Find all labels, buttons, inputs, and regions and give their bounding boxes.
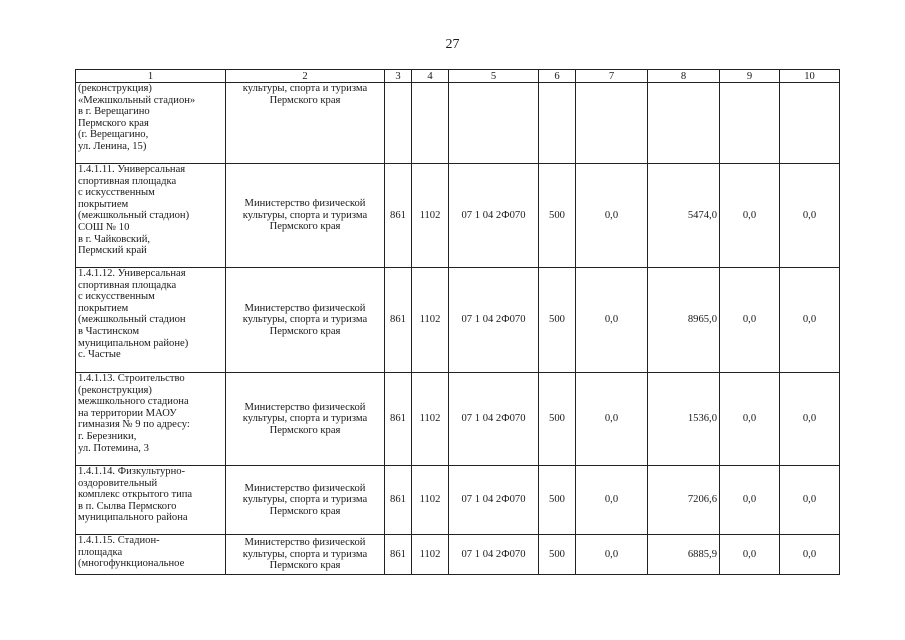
ministry-cell: Министерство физической культуры, спорта и туризма Пермского края bbox=[226, 268, 385, 373]
value-cell: 0,0 bbox=[720, 535, 780, 575]
column-header: 3 bbox=[385, 70, 412, 83]
object-name-cell: 1.4.1.12. Универсальная спортивная площадка с искусственным покрытием (межшкольный стадион в Частинском муниципальном районе) с. Частые bbox=[76, 268, 226, 373]
budget-table bbox=[75, 69, 840, 575]
table-row bbox=[76, 535, 840, 575]
value-cell: 861 bbox=[385, 268, 412, 373]
value-cell: 8965,0 bbox=[648, 268, 720, 373]
column-header: 5 bbox=[449, 70, 539, 83]
object-name-cell: (реконструкция) «Межшкольный стадион» в г. Верещагино Пермского края (г. Верещагино, ул. Ленина, 15) bbox=[76, 83, 226, 164]
value-cell: 861 bbox=[385, 164, 412, 268]
value-cell: 1102 bbox=[412, 535, 449, 575]
value-cell: 07 1 04 2Ф070 bbox=[449, 164, 539, 268]
column-header: 6 bbox=[539, 70, 576, 83]
table-row bbox=[76, 268, 840, 373]
value-cell: 861 bbox=[385, 535, 412, 575]
value-cell: 861 bbox=[385, 373, 412, 466]
value-cell: 861 bbox=[385, 466, 412, 535]
value-cell: 1102 bbox=[412, 268, 449, 373]
table-row bbox=[76, 164, 840, 268]
value-cell: 0,0 bbox=[720, 466, 780, 535]
value-cell: 0,0 bbox=[576, 268, 648, 373]
value-cell: 0,0 bbox=[576, 164, 648, 268]
value-cell: 07 1 04 2Ф070 bbox=[449, 373, 539, 466]
value-cell: 0,0 bbox=[720, 268, 780, 373]
value-cell: 6885,9 bbox=[648, 535, 720, 575]
value-cell: 0,0 bbox=[780, 466, 840, 535]
value-cell: 500 bbox=[539, 268, 576, 373]
value-cell: 500 bbox=[539, 535, 576, 575]
value-cell: 1102 bbox=[412, 373, 449, 466]
value-cell: 07 1 04 2Ф070 bbox=[449, 535, 539, 575]
column-header: 10 bbox=[780, 70, 840, 83]
table-row bbox=[76, 83, 840, 164]
value-cell: 07 1 04 2Ф070 bbox=[449, 268, 539, 373]
value-cell bbox=[539, 83, 576, 164]
value-cell: 1536,0 bbox=[648, 373, 720, 466]
value-cell: 1102 bbox=[412, 466, 449, 535]
ministry-cell: Министерство физической культуры, спорта и туризма Пермского края bbox=[226, 535, 385, 575]
object-name-cell: 1.4.1.13. Строительство (реконструкция) межшкольного стадиона на территории МАОУ гимназия № 9 по адресу: г. Березники, ул. Потемина, 3 bbox=[76, 373, 226, 466]
value-cell: 7206,6 bbox=[648, 466, 720, 535]
table-row bbox=[76, 373, 840, 466]
value-cell bbox=[576, 83, 648, 164]
value-cell: 500 bbox=[539, 164, 576, 268]
object-name-cell: 1.4.1.14. Физкультурно- оздоровительный комплекс открытого типа в п. Сылва Пермского муниципального района bbox=[76, 466, 226, 535]
column-header: 7 bbox=[576, 70, 648, 83]
page-number: 27 bbox=[445, 37, 460, 52]
value-cell: 0,0 bbox=[576, 466, 648, 535]
object-name-cell: 1.4.1.15. Стадион- площадка (многофункциональное bbox=[76, 535, 226, 575]
value-cell: 0,0 bbox=[576, 373, 648, 466]
column-header: 4 bbox=[412, 70, 449, 83]
object-name-cell: 1.4.1.11. Универсальная спортивная площадка с искусственным покрытием (межшкольный стадион) СОШ № 10 в г. Чайковский, Пермский край bbox=[76, 164, 226, 268]
value-cell bbox=[385, 83, 412, 164]
column-header: 2 bbox=[226, 70, 385, 83]
value-cell: 500 bbox=[539, 466, 576, 535]
value-cell bbox=[780, 83, 840, 164]
value-cell bbox=[720, 83, 780, 164]
value-cell: 5474,0 bbox=[648, 164, 720, 268]
column-header: 8 bbox=[648, 70, 720, 83]
ministry-cell: Министерство физической культуры, спорта и туризма Пермского края bbox=[226, 373, 385, 466]
value-cell bbox=[412, 83, 449, 164]
column-header: 1 bbox=[76, 70, 226, 83]
ministry-cell: Министерство физической культуры, спорта и туризма Пермского края bbox=[226, 466, 385, 535]
value-cell: 0,0 bbox=[780, 164, 840, 268]
value-cell: 0,0 bbox=[720, 373, 780, 466]
value-cell: 0,0 bbox=[720, 164, 780, 268]
value-cell: 0,0 bbox=[780, 373, 840, 466]
header-row bbox=[76, 70, 840, 83]
value-cell: 1102 bbox=[412, 164, 449, 268]
value-cell: 500 bbox=[539, 373, 576, 466]
table-row bbox=[76, 466, 840, 535]
column-header: 9 bbox=[720, 70, 780, 83]
value-cell: 0,0 bbox=[780, 268, 840, 373]
value-cell: 0,0 bbox=[576, 535, 648, 575]
value-cell bbox=[449, 83, 539, 164]
value-cell: 0,0 bbox=[780, 535, 840, 575]
ministry-cell: культуры, спорта и туризма Пермского края bbox=[226, 83, 385, 164]
ministry-cell: Министерство физической культуры, спорта и туризма Пермского края bbox=[226, 164, 385, 268]
value-cell: 07 1 04 2Ф070 bbox=[449, 466, 539, 535]
value-cell bbox=[648, 83, 720, 164]
